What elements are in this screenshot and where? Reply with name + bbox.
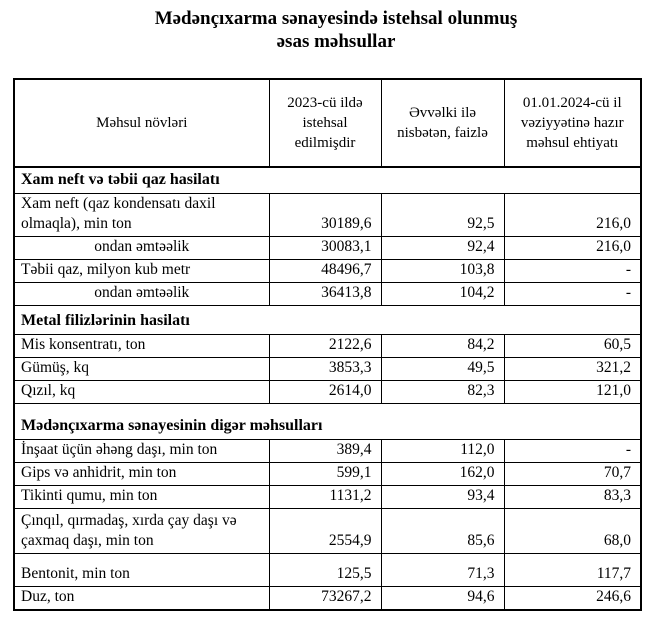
table-row [14,282,641,305]
percent-value: 92,4 [381,236,504,259]
section-title: Xam neft və təbii qaz hasilatı [14,167,641,193]
produced-value: 389,4 [269,439,381,462]
stock-value: 70,7 [504,462,641,485]
percent-value: 92,5 [381,193,504,236]
product-name: ondan əmtəəlik [14,282,269,305]
percent-value: 84,2 [381,334,504,357]
table-row [14,485,641,508]
product-name: Duz, ton [14,586,269,610]
table-row [14,357,641,380]
produced-value: 1131,2 [269,485,381,508]
table-row [14,334,641,357]
page-title [0,7,672,53]
produced-value: 3853,3 [269,357,381,380]
table-row [14,553,641,586]
percent-value: 162,0 [381,462,504,485]
mining-products-table [13,78,642,611]
stock-value: - [504,439,641,462]
col-header-produced-2023: 2023-cü ildə istehsal edilmişdir [269,79,381,167]
product-name: Bentonit, min ton [14,553,269,586]
stock-value: 83,3 [504,485,641,508]
percent-value: 85,6 [381,508,504,553]
stock-value: 60,5 [504,334,641,357]
section-row-crude-oil-gas [14,167,641,193]
section-title: Mədənçıxarma sənayesinin digər məhsulları [14,403,641,439]
stock-value: 216,0 [504,236,641,259]
stock-value: 117,7 [504,553,641,586]
stock-value: 246,6 [504,586,641,610]
percent-value: 93,4 [381,485,504,508]
percent-value: 82,3 [381,380,504,403]
produced-value: 2554,9 [269,508,381,553]
table-row [14,193,641,236]
product-name: Gips və anhidrit, min ton [14,462,269,485]
percent-value: 104,2 [381,282,504,305]
section-title: Metal filizlərinin hasilatı [14,305,641,334]
product-name: Gümüş, kq [14,357,269,380]
stock-value: 216,0 [504,193,641,236]
page-title-line-2: əsas məhsullar [276,31,396,52]
section-row-other-mining-products [14,403,641,439]
section-row-metal-ores [14,305,641,334]
produced-value: 30083,1 [269,236,381,259]
table-row [14,508,641,553]
stock-value: 121,0 [504,380,641,403]
table-row [14,259,641,282]
product-name: Təbii qaz, milyon kub metr [14,259,269,282]
col-header-stock-01-01-2024: 01.01.2024-cü il vəziyyətinə hazır məhsul ehtiyatı [504,79,641,167]
stock-value: 321,2 [504,357,641,380]
produced-value: 599,1 [269,462,381,485]
percent-value: 94,6 [381,586,504,610]
product-name: İnşaat üçün əhəng daşı, min ton [14,439,269,462]
produced-value: 2122,6 [269,334,381,357]
produced-value: 36413,8 [269,282,381,305]
produced-value: 2614,0 [269,380,381,403]
product-name: Mis konsentratı, ton [14,334,269,357]
product-name: ondan əmtəəlik [14,236,269,259]
percent-value: 71,3 [381,553,504,586]
table-row [14,236,641,259]
produced-value: 48496,7 [269,259,381,282]
product-name: Qızıl, kq [14,380,269,403]
table-header-row [14,79,641,167]
produced-value: 125,5 [269,553,381,586]
percent-value: 103,8 [381,259,504,282]
product-name: Tikinti qumu, min ton [14,485,269,508]
stock-value: 68,0 [504,508,641,553]
col-header-percent-vs-previous-year: Əvvəlki ilə nisbətən, faizlə [381,79,504,167]
produced-value: 30189,6 [269,193,381,236]
product-name: Xam neft (qaz kondensatı daxil olmaqla), min ton [14,193,269,236]
stock-value: - [504,282,641,305]
product-name: Çınqıl, qırmadaş, xırda çay daşı və çaxmaq daşı, min ton [14,508,269,553]
stock-value: - [504,259,641,282]
table-row [14,439,641,462]
table-row [14,462,641,485]
col-header-product-types: Məhsul növləri [14,79,269,167]
table-row [14,380,641,403]
table-row [14,586,641,610]
page-title-line-1: Mədənçıxarma sənayesində istehsal olunmuş [154,8,518,29]
percent-value: 112,0 [381,439,504,462]
percent-value: 49,5 [381,357,504,380]
produced-value: 73267,2 [269,586,381,610]
